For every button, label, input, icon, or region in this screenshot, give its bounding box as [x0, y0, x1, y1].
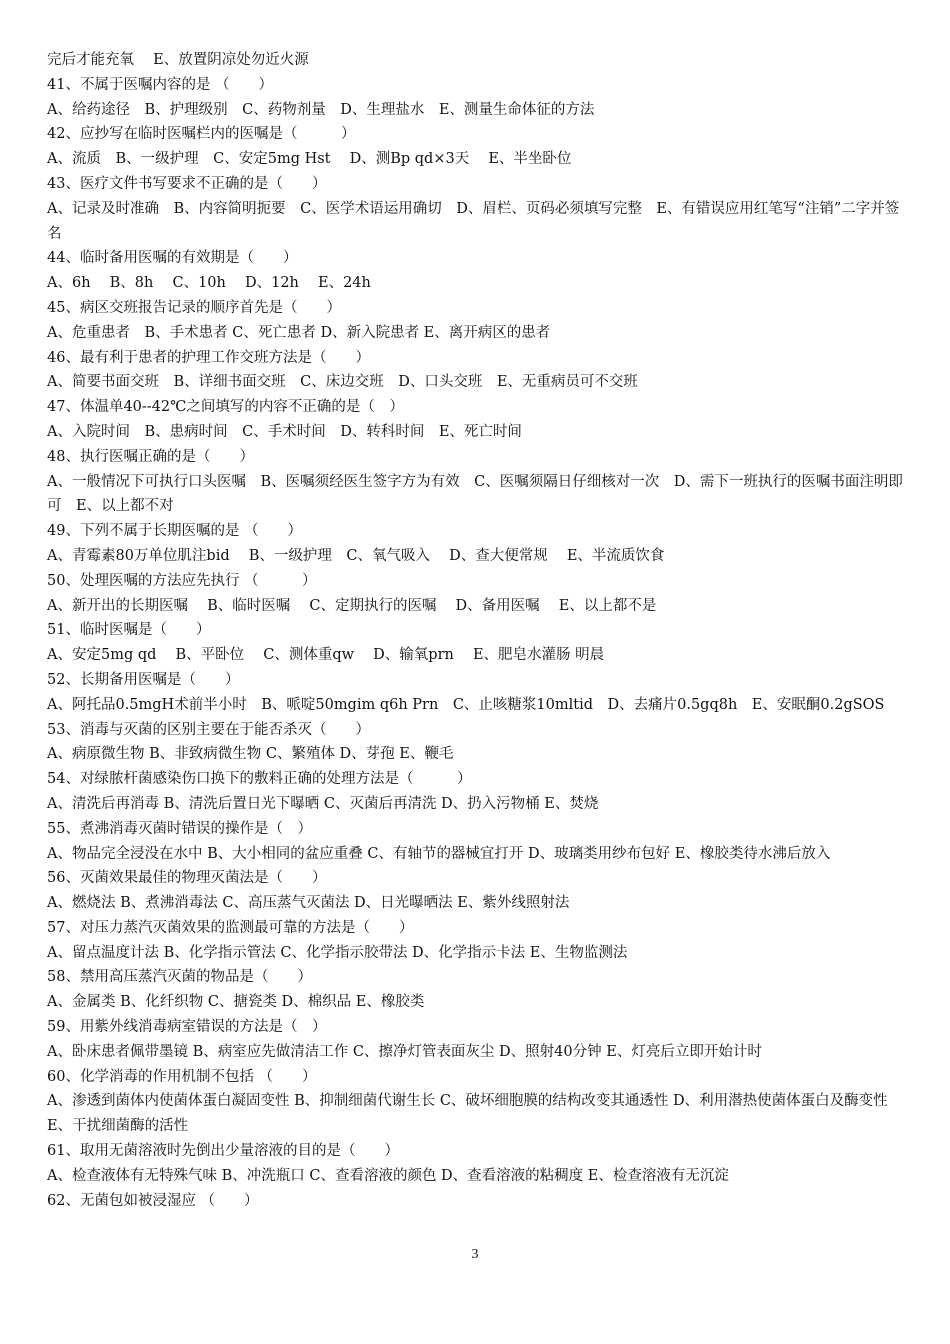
options-line: A、青霉素80万单位肌注bid B、一级护理 C、氧气吸入 D、查大便常规 E、半流质饮食	[47, 547, 665, 564]
options-line: A、燃烧法 B、煮沸消毒法 C、高压蒸气灭菌法 D、日光曝晒法 E、紫外线照射法	[47, 895, 570, 912]
options-line: A、清洗后再消毒 B、清洗后置日光下曝晒 C、灭菌后再清洗 D、扔入污物桶 E、焚烧	[47, 795, 599, 812]
question-line: 57、对压力蒸汽灭菌效果的监测最可靠的方法是（ ）	[47, 919, 414, 936]
options-line: A、简要书面交班 B、详细书面交班 C、床边交班 D、口头交班 E、无重病员可不交班	[47, 374, 638, 391]
question-line: 46、最有利于患者的护理工作交班方法是（ ）	[47, 349, 370, 366]
options-line: A、安定5mg qd B、平卧位 C、测体重qw D、输氧prn E、肥皂水灌肠 明晨	[47, 647, 605, 664]
options-line: A、卧床患者佩带墨镜 B、病室应先做清洁工作 C、擦净灯管表面灰尘 D、照射40分钟 E、灯亮后立即开始计时	[47, 1043, 762, 1060]
question-line: 49、下列不属于长期医嘱的是 （ ）	[47, 523, 303, 540]
question-line: 60、化学消毒的作用机制不包括 （ ）	[47, 1068, 317, 1085]
question-line: 41、不属于医嘱内容的是 （ ）	[47, 76, 274, 93]
question-line: 42、应抄写在临时医嘱栏内的医嘱是（ ）	[47, 126, 356, 143]
options-line: A、6h B、8h C、10h D、12h E、24h	[47, 275, 371, 292]
question-line: 43、医疗文件书写要求不正确的是（ ）	[47, 175, 327, 192]
question-line: 58、禁用高压蒸汽灭菌的物品是（ ）	[47, 969, 312, 986]
question-line: 61、取用无菌溶液时先倒出少量溶液的目的是（ ）	[47, 1143, 399, 1160]
question-line: 48、执行医嘱正确的是（ ）	[47, 448, 254, 465]
options-line: A、一般情况下可执行口头医嘱 B、医嘱须经医生签字方为有效 C、医嘱须隔日仔细核对一次 D、需下一班执行的医嘱书面注明即可 E、以上都不对	[47, 473, 903, 515]
options-line: A、金属类 B、化纤织物 C、搪瓷类 D、棉织品 E、橡胶类	[47, 994, 425, 1011]
options-line: A、记录及时准确 B、内容简明扼要 C、医学术语运用确切 D、眉栏、页码必须填写完整 E、有错误应用红笔写“注销”二字并签名	[47, 200, 900, 242]
options-line: A、物品完全浸没在水中 B、大小相同的盆应重叠 C、有轴节的器械宜打开 D、玻璃类用纱布包好 E、橡胶类待水沸后放入	[47, 845, 831, 862]
options-line: A、检查液体有无特殊气味 B、冲洗瓶口 C、查看溶液的颜色 D、查看溶液的粘稠度 E、检查溶液有无沉淀	[47, 1167, 729, 1184]
question-line: 52、长期备用医嘱是（ ）	[47, 671, 240, 688]
page-number: 3	[471, 1247, 479, 1262]
options-line: A、流质 B、一级护理 C、安定5mg Hst D、测Bp qd×3天 E、半坐卧位	[47, 151, 572, 168]
options-line: A、给药途径 B、护理级别 C、药物剂量 D、生理盐水 E、测量生命体征的方法	[47, 101, 595, 118]
options-line: A、新开出的长期医嘱 B、临时医嘱 C、定期执行的医嘱 D、备用医嘱 E、以上都不是	[47, 597, 657, 614]
options-line: A、病原微生物 B、非致病微生物 C、繁殖体 D、芽孢 E、鞭毛	[47, 746, 454, 763]
question-line: 50、处理医嘱的方法应先执行 （ ）	[47, 572, 317, 589]
options-line: A、危重患者 B、手术患者 C、死亡患者 D、新入院患者 E、离开病区的患者	[47, 324, 551, 341]
question-line: 54、对绿脓杆菌感染伤口换下的敷料正确的处理方法是（ ）	[47, 771, 472, 788]
question-line: 45、病区交班报告记录的顺序首先是（ ）	[47, 299, 341, 316]
question-line: 51、临时医嘱是（ ）	[47, 622, 211, 639]
question-line: 55、煮沸消毒灭菌时错误的操作是（ ）	[47, 820, 312, 837]
options-line: A、阿托品0.5mgH术前半小时 B、哌啶50mgim q6h Prn C、止咳糖浆10mltid D、去痛片0.5gq8h E、安眠酮0.2gSOS	[47, 696, 885, 713]
question-line: 59、用紫外线消毒病室错误的方法是（ ）	[47, 1019, 327, 1036]
options-line: 完后才能充氧 E、放置阴凉处勿近火源	[47, 52, 309, 68]
question-line: 44、临时备用医嘱的有效期是（ ）	[47, 250, 298, 267]
question-line: 53、消毒与灭菌的区别主要在于能否杀灭（ ）	[47, 721, 370, 738]
question-line: 56、灭菌效果最佳的物理灭菌法是（ ）	[47, 870, 327, 887]
options-line: A、入院时间 B、患病时间 C、手术时间 D、转科时间 E、死亡时间	[47, 423, 522, 440]
options-line: A、渗透到菌体内使菌体蛋白凝固变性 B、抑制细菌代谢生长 C、破坏细胞膜的结构改变其通透性 D、利用潜热使菌体蛋白及酶变性 E、干扰细菌酶的活性	[47, 1093, 888, 1135]
question-line: 47、体温单40--42℃之间填写的内容不正确的是（ ）	[47, 399, 404, 416]
question-line: 62、无菌包如被浸湿应 （ ）	[47, 1192, 259, 1209]
document-body	[47, 48, 909, 1213]
options-line: A、留点温度计法 B、化学指示管法 C、化学指示胶带法 D、化学指示卡法 E、生物监测法	[47, 944, 628, 961]
